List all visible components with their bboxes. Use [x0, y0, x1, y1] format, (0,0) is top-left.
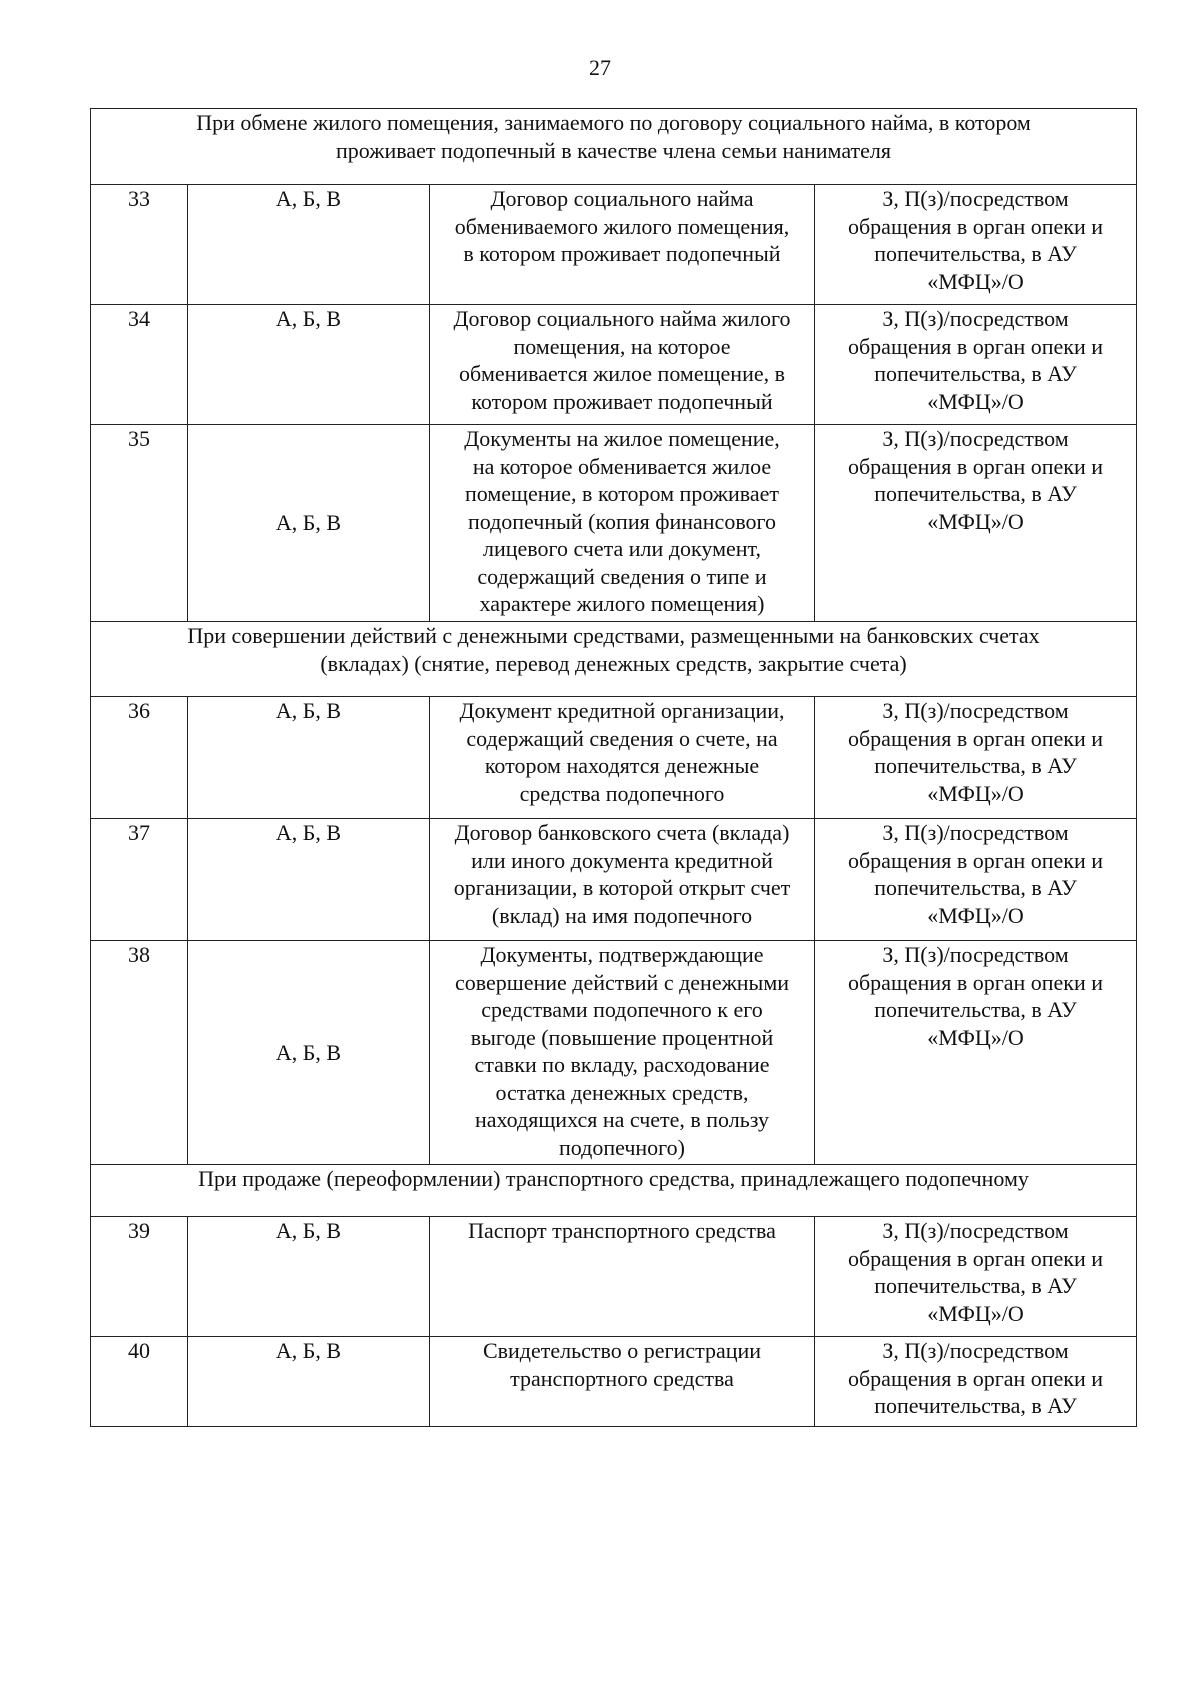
applicant-category: А, Б, В: [188, 1337, 430, 1427]
text-line: помещение, в котором проживает: [465, 481, 779, 506]
row-number: 40: [91, 1337, 188, 1427]
text-line: (вклад) на имя подопечного: [491, 902, 753, 928]
text-line: обменивается жилое помещение, в: [458, 361, 786, 386]
text-line: остатка денежных средств,: [495, 1079, 749, 1105]
text-line: З, П(з)/посредством: [882, 306, 1069, 331]
text-line: Паспорт транспортного средства: [468, 1218, 776, 1243]
submission-method: [815, 941, 1137, 1165]
text-line: попечительства, в АУ: [874, 875, 1077, 900]
text-line: характере жилого помещения): [479, 591, 765, 616]
text-line: обращения в орган опеки и: [847, 969, 1104, 995]
applicant-category: А, Б, В: [188, 1217, 430, 1337]
documents-table-body: [91, 109, 1137, 1427]
text-line: обращения в орган опеки и: [847, 333, 1104, 359]
text-line: в котором проживает подопечный: [463, 241, 781, 266]
text-line: находящихся на счете, в пользу: [474, 1107, 770, 1132]
text-line: попечительства, в АУ: [874, 753, 1077, 778]
text-line: обращения в орган опеки и: [847, 1245, 1104, 1271]
document-name: [430, 697, 815, 819]
text-line: Договор социального найма: [490, 186, 754, 211]
text-line: «МФЦ»/О: [927, 1024, 1024, 1050]
row-number: 35: [91, 425, 188, 622]
row-number: 38: [91, 941, 188, 1165]
submission-method: [815, 1337, 1137, 1427]
text-line: содержащий сведения о счете, на: [466, 725, 778, 751]
text-line: «МФЦ»/О: [927, 902, 1024, 928]
applicant-category: А, Б, В: [188, 425, 430, 622]
text-line: обращения в орган опеки и: [847, 847, 1104, 873]
text-line: подопечного): [559, 1134, 685, 1160]
row-number: 34: [91, 305, 188, 425]
submission-method: [815, 819, 1137, 941]
applicant-category: А, Б, В: [188, 697, 430, 819]
document-name: [430, 819, 815, 941]
applicant-category: А, Б, В: [188, 305, 430, 425]
table-row: [91, 819, 1137, 941]
text-line: обращения в орган опеки и: [847, 213, 1104, 239]
document-name: [430, 1337, 815, 1427]
section-heading-row: [91, 1165, 1137, 1217]
text-line: котором проживает подопечный: [471, 388, 773, 414]
text-line: попечительства, в АУ: [874, 241, 1077, 266]
text-line: помещения, на которое: [513, 333, 731, 359]
text-line: (вкладах) (снятие, перевод денежных средств, закрытие счета): [320, 650, 907, 676]
text-line: «МФЦ»/О: [927, 1300, 1024, 1326]
text-line: котором находятся денежные: [484, 753, 760, 778]
text-line: «МФЦ»/О: [927, 780, 1024, 806]
text-line: обращения в орган опеки и: [847, 725, 1104, 751]
text-line: попечительства, в АУ: [874, 1393, 1077, 1418]
applicant-category: А, Б, В: [188, 185, 430, 305]
text-line: З, П(з)/посредством: [882, 942, 1069, 967]
document-name: [430, 185, 815, 305]
text-line: попечительства, в АУ: [874, 481, 1077, 506]
text-line: З, П(з)/посредством: [882, 698, 1069, 723]
text-line: обращения в орган опеки и: [847, 453, 1104, 479]
table-row: [91, 697, 1137, 819]
text-line: При обмене жилого помещения, занимаемого по договору социального найма, в котором: [196, 110, 1031, 135]
applicant-category: А, Б, В: [188, 819, 430, 941]
submission-method: [815, 425, 1137, 622]
section-heading-row: [91, 622, 1137, 697]
text-line: обмениваемого жилого помещения,: [454, 213, 790, 239]
text-line: транспортного средства: [510, 1365, 734, 1391]
submission-method: [815, 185, 1137, 305]
text-line: попечительства, в АУ: [874, 361, 1077, 386]
text-line: «МФЦ»/О: [927, 508, 1024, 534]
text-line: совершение действий с денежными: [454, 969, 790, 995]
row-number: 36: [91, 697, 188, 819]
text-line: «МФЦ»/О: [927, 388, 1024, 414]
document-name: [430, 1217, 815, 1337]
text-line: Документы, подтверждающие: [480, 942, 764, 967]
text-line: содержащий сведения о типе и: [477, 563, 767, 589]
row-number: 37: [91, 819, 188, 941]
section-heading: [91, 109, 1137, 185]
section-heading: [91, 622, 1137, 697]
text-line: Договор банковского счета (вклада): [454, 820, 790, 845]
text-line: З, П(з)/посредством: [882, 426, 1069, 451]
text-line: на которое обменивается жилое: [472, 453, 772, 479]
table-row: [91, 305, 1137, 425]
row-number: 33: [91, 185, 188, 305]
text-line: З, П(з)/посредством: [882, 1218, 1069, 1243]
table-row: [91, 425, 1137, 622]
table-row: [91, 1217, 1137, 1337]
text-line: При продаже (переоформлении) транспортного средства, принадлежащего подопечному: [198, 1166, 1029, 1191]
text-line: Свидетельство о регистрации: [482, 1338, 762, 1363]
submission-method: [815, 1217, 1137, 1337]
text-line: попечительства, в АУ: [874, 1273, 1077, 1298]
text-line: При совершении действий с денежными средствами, размещенными на банковских счетах: [187, 623, 1040, 648]
document-name: [430, 941, 815, 1165]
page-number: 27: [589, 55, 611, 80]
section-heading: [91, 1165, 1137, 1217]
documents-table: [90, 108, 1137, 1427]
text-line: или иного документа кредитной: [471, 847, 773, 873]
text-line: организации, в которой открыт счет: [453, 875, 791, 900]
text-line: З, П(з)/посредством: [882, 820, 1069, 845]
submission-method: [815, 697, 1137, 819]
text-line: лицевого счета или документ,: [482, 536, 762, 561]
row-number: 39: [91, 1217, 188, 1337]
text-line: ставки по вкладу, расходование: [474, 1052, 770, 1077]
text-line: «МФЦ»/О: [927, 268, 1024, 294]
section-heading-row: [91, 109, 1137, 185]
text-line: З, П(з)/посредством: [882, 1338, 1069, 1363]
submission-method: [815, 305, 1137, 425]
table-row: [91, 185, 1137, 305]
text-line: подопечный (копия финансового: [467, 508, 777, 534]
text-line: попечительства, в АУ: [874, 997, 1077, 1022]
text-line: обращения в орган опеки и: [847, 1365, 1104, 1391]
text-line: проживает подопечный в качестве члена семьи нанимателя: [336, 137, 891, 163]
applicant-category: А, Б, В: [188, 941, 430, 1165]
text-line: Документ кредитной организации,: [459, 698, 785, 723]
text-line: средствами подопечного к его: [481, 997, 763, 1022]
text-line: Договор социального найма жилого: [453, 306, 791, 331]
table-row: [91, 941, 1137, 1165]
text-line: средства подопечного: [519, 780, 725, 806]
text-line: З, П(з)/посредством: [882, 186, 1069, 211]
document-name: [430, 425, 815, 622]
text-line: выгоде (повышение процентной: [470, 1024, 774, 1050]
table-row: [91, 1337, 1137, 1427]
text-line: Документы на жилое помещение,: [464, 426, 780, 451]
document-name: [430, 305, 815, 425]
